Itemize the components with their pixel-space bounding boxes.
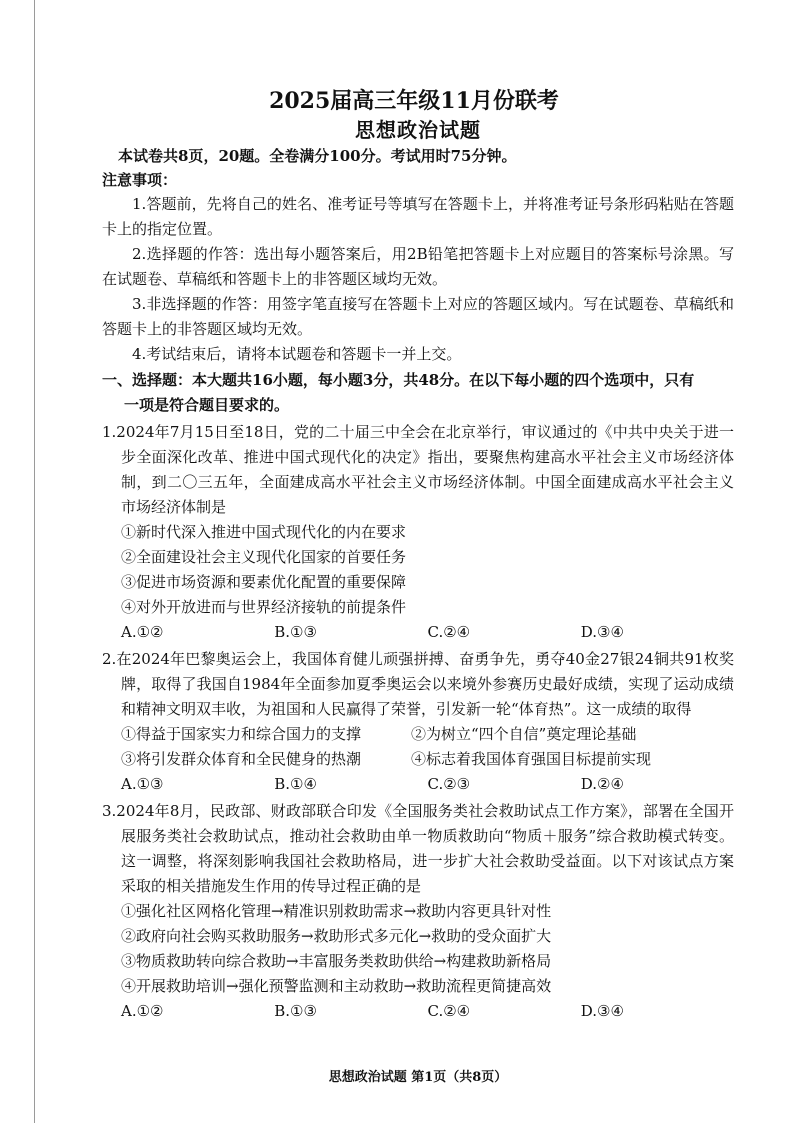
- notice-item-4: 4.考试结束后，请将本试题卷和答题卡一并上交。: [132, 345, 462, 363]
- option: ①强化社区网格化管理→精准识别救助需求→救助内容更具针对性: [121, 902, 552, 920]
- choice-a: A.①②: [121, 623, 164, 641]
- notice-item-2: 2.选择题的作答：选出每小题答案后，用2B铅笔把答题卡上对应题目的答案标号涂黑。写在试题卷、草稿纸和答题卡上的非答题区域均无效。: [102, 245, 734, 288]
- page-footer: 思想政治试题 第1页（共8页）: [328, 1070, 508, 1085]
- section-heading: [102, 368, 734, 418]
- choice-d: D.③④: [580, 1002, 624, 1020]
- choice-b: B.①④: [274, 775, 317, 793]
- answer-choices: [102, 620, 734, 645]
- option: ④对外开放进而与世界经济接轨的前提条件: [121, 598, 407, 616]
- question-stem: 1.2024年7月15日至18日，党的二十届三中全会在北京举行，审议通过的《中共中央关于进一步全面深化改革、推进中国式现代化的决定》指出，要聚焦构建高水平社会主义市场经济体制，到二〇三五年，全面建成高水平社会主义市场经济体制。中国全面建成高水平社会主义市场经济体制是: [102, 423, 734, 516]
- option: ②全面建设社会主义现代化国家的首要任务: [121, 548, 407, 566]
- option: ④开展救助培训→强化预警监测和主动救助→救助流程更简捷高效: [121, 977, 552, 995]
- notice-title: 注意事项：: [102, 171, 178, 189]
- option: ①得益于国家实力和综合国力的支撑: [121, 725, 362, 743]
- option: ③物质救助转向综合救助→丰富服务类救助供给→构建救助新格局: [121, 952, 552, 970]
- notice-item-3: 3.非选择题的作答：用签字笔直接写在答题卡上对应的答题区域内。写在试题卷、草稿纸和答题卡上的非答题区域均无效。: [102, 295, 734, 338]
- answer-choices: [102, 772, 734, 797]
- choice-d: D.②④: [580, 775, 624, 793]
- option-row: [102, 747, 734, 772]
- choice-b: B.①③: [274, 623, 317, 641]
- choice-b: B.①③: [274, 1002, 317, 1020]
- choice-c: C.②④: [427, 1002, 471, 1020]
- choice-d: D.③④: [580, 623, 624, 641]
- question-stem: 3.2024年8月，民政部、财政部联合印发《全国服务类社会救助试点工作方案》，部署在全国开展服务类社会救助试点，推动社会救助由单一物质救助向“物质＋服务”综合救助模式转变。这一调整，将深刻影响我国社会救助格局，进一步扩大社会救助受益面。以下对该试点方案采取的相关措施发生作用的传导过程正确的是: [102, 802, 734, 895]
- exam-intro: 本试卷共8页，20题。全卷满分100分。考试用时75分钟。: [118, 147, 517, 165]
- option: ②政府向社会购买救助服务→救助形式多元化→救助的受众面扩大: [121, 927, 552, 945]
- option: ④标志着我国体育强国目标提前实现: [411, 750, 652, 768]
- question-3: [102, 799, 734, 1024]
- section-heading-line1: 一、选择题：本大题共16小题，每小题3分，共48分。在以下每小题的四个选项中，只有: [102, 371, 695, 389]
- exam-subject: 思想政治试题: [355, 118, 481, 142]
- exam-title: 2025届高三年级11月份联考: [269, 88, 559, 114]
- scan-margin-line: [34, 0, 35, 1123]
- choice-c: C.②④: [427, 623, 471, 641]
- option: ③将引发群众体育和全民健身的热潮: [121, 750, 362, 768]
- question-1: [102, 420, 734, 645]
- choice-a: A.①②: [121, 1002, 164, 1020]
- option-row: [102, 722, 734, 747]
- option: ②为树立“四个自信”奠定理论基础: [411, 725, 637, 743]
- choice-c: C.②③: [427, 775, 471, 793]
- question-2: [102, 647, 734, 797]
- notice-item-1: 1.答题前，先将自己的姓名、准考证号等填写在答题卡上，并将准考证号条形码粘贴在答题卡上的指定位置。: [102, 195, 734, 238]
- choice-a: A.①③: [121, 775, 164, 793]
- option: ③促进市场资源和要素优化配置的重要保障: [121, 573, 407, 591]
- question-stem: 2.在2024年巴黎奥运会上，我国体育健儿顽强拼搏、奋勇争先，勇夺40金27银24铜共91枚奖牌，取得了我国自1984年全面参加夏季奥运会以来境外参赛历史最好成绩，实现了运动成绩和精神文明双丰收，为祖国和人民赢得了荣誉，引发新一轮“体育热”。这一成绩的取得: [102, 650, 734, 718]
- section-heading-line2: 一项是符合题目要求的。: [124, 396, 290, 414]
- exam-page: [102, 86, 734, 1085]
- answer-choices: [102, 999, 734, 1024]
- option: ①新时代深入推进中国式现代化的内在要求: [121, 523, 407, 541]
